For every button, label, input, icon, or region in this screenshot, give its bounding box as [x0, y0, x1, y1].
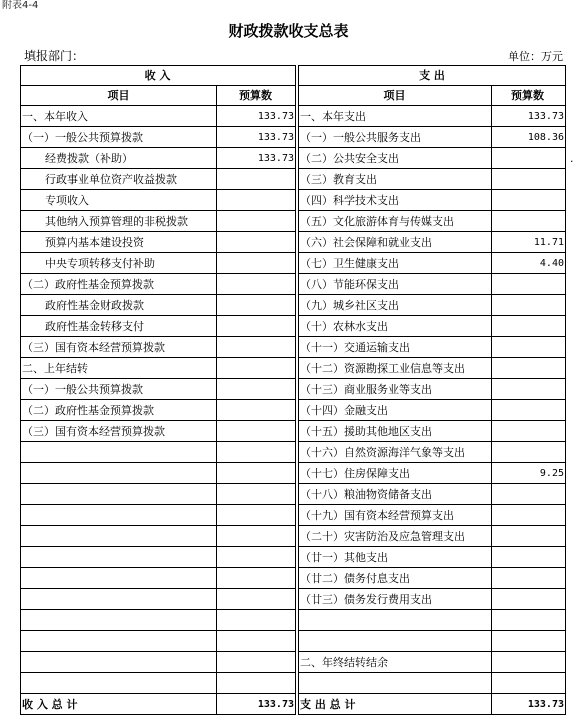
grid-line	[295, 65, 296, 715]
grid-line	[298, 231, 566, 232]
income-budget-value	[217, 589, 295, 610]
grid-line	[20, 693, 296, 694]
income-budget-value	[217, 442, 295, 463]
income-item: （三）国有资本经营预算拨款	[22, 425, 165, 438]
grid-line	[298, 65, 299, 715]
expense-item: （十八）粮油物资储备支出	[300, 488, 432, 501]
table-row	[20, 442, 566, 463]
column-header-row	[20, 85, 566, 106]
grid-line	[20, 126, 296, 127]
income-item: 其他纳入预算管理的非税拨款	[45, 215, 188, 228]
expense-item: （十二）资源勘探工业信息等支出	[300, 362, 465, 375]
income-budget-value	[217, 316, 295, 337]
unit-label: 单位：万元	[508, 50, 563, 63]
expense-budget-value	[491, 316, 566, 337]
grid-line	[216, 85, 217, 715]
income-budget-value	[217, 358, 295, 379]
income-budget-value	[217, 673, 295, 694]
expense-item: （十三）商业服务业等支出	[300, 383, 432, 396]
income-budget-value	[217, 547, 295, 568]
grid-line	[298, 315, 566, 316]
grid-line	[298, 189, 566, 190]
table-row	[20, 148, 566, 169]
expense-item: 一、本年支出	[300, 110, 366, 123]
table-row	[20, 169, 566, 190]
grid-line	[298, 399, 566, 400]
grid-line	[20, 65, 21, 715]
table-row	[20, 673, 566, 694]
grid-line	[20, 294, 296, 295]
expense-budget-value	[491, 421, 566, 442]
expense-budget-value	[491, 631, 566, 652]
income-budget-value	[217, 463, 295, 484]
grid-line	[20, 105, 296, 106]
grid-line	[565, 65, 566, 715]
expense-item	[298, 631, 491, 652]
expense-budget-value	[491, 337, 566, 358]
grid-line	[20, 651, 296, 652]
expense-item: （十一）交通运输支出	[300, 341, 410, 354]
expense-budget-value	[491, 148, 566, 169]
income-budget-value	[217, 652, 295, 673]
income-item: 政府性基金财政拨款	[45, 299, 144, 312]
grid-line	[298, 336, 566, 337]
expense-item	[298, 673, 491, 694]
grid-line	[298, 252, 566, 253]
grid-line	[298, 85, 566, 86]
expense-item: 二、年终结转结余	[300, 656, 388, 669]
income-budget-value	[217, 211, 295, 232]
grid-line	[298, 441, 566, 442]
grid-line	[20, 630, 296, 631]
grid-line	[298, 357, 566, 358]
expense-item: （十四）金融支出	[300, 404, 388, 417]
table-row	[20, 316, 566, 337]
grid-line	[20, 420, 296, 421]
grid-line	[298, 525, 566, 526]
income-item: （一）一般公共预算拨款	[22, 131, 143, 144]
grid-line	[20, 378, 296, 379]
grid-line	[20, 273, 296, 274]
income-item	[20, 505, 217, 526]
grid-line	[298, 378, 566, 379]
income-budget-value	[217, 274, 295, 295]
expense-budget-value	[491, 673, 566, 694]
expense-budget-value	[491, 400, 566, 421]
grid-line	[298, 714, 566, 715]
expense-budget-value	[491, 190, 566, 211]
expense-item: （八）节能环保支出	[300, 278, 399, 291]
expense-budget-value	[491, 652, 566, 673]
grid-line	[298, 273, 566, 274]
income-item: 经费拨款（补助）	[45, 152, 133, 165]
expense-item: （七）卫生健康支出	[300, 257, 399, 270]
income-budget-value: 133.73	[257, 132, 294, 143]
income-item	[20, 463, 217, 484]
table-row	[20, 253, 566, 274]
income-budget-value	[217, 505, 295, 526]
income-item: 专项收入	[45, 194, 89, 207]
expense-budget-value	[491, 505, 566, 526]
income-item: （三）国有资本经营预算拨款	[22, 341, 165, 354]
table-row	[20, 526, 566, 547]
grid-line	[20, 210, 296, 211]
expense-budget-header: 预算数	[511, 89, 544, 102]
expense-budget-value: 9.25	[539, 468, 564, 479]
expense-item: （二十）灾害防治及应急管理支出	[300, 530, 465, 543]
table-row	[20, 589, 566, 610]
grid-line	[20, 252, 296, 253]
table-row	[20, 652, 566, 673]
expense-budget-value	[491, 379, 566, 400]
income-budget-value	[217, 169, 295, 190]
table-row	[20, 400, 566, 421]
grid-line	[298, 65, 566, 66]
income-budget-value	[217, 232, 295, 253]
income-item	[20, 610, 217, 631]
income-budget-value	[217, 295, 295, 316]
expense-budget-value	[491, 295, 566, 316]
income-budget-value	[217, 337, 295, 358]
grid-line	[491, 85, 492, 715]
expense-total-value: 133.73	[527, 699, 564, 710]
grid-line	[20, 504, 296, 505]
table-row	[20, 190, 566, 211]
grid-line	[298, 483, 566, 484]
income-budget-value	[217, 253, 295, 274]
income-budget-value	[217, 568, 295, 589]
table-row	[20, 568, 566, 589]
grid-line	[20, 336, 296, 337]
income-item: （二）政府性基金预算拨款	[22, 278, 154, 291]
grid-line	[20, 483, 296, 484]
income-item	[20, 652, 217, 673]
expense-item: （十六）自然资源海洋气象等支出	[300, 446, 465, 459]
income-item-header: 项目	[107, 89, 130, 102]
income-item: （一）一般公共预算拨款	[22, 383, 143, 396]
expense-budget-value	[491, 274, 566, 295]
income-item: 预算内基本建设投资	[45, 236, 144, 249]
grid-line	[20, 168, 296, 169]
expense-budget-value	[491, 169, 566, 190]
table-row	[20, 127, 566, 148]
expense-item-header: 项目	[383, 89, 406, 102]
expense-item: （六）社会保障和就业支出	[300, 236, 432, 249]
income-item: 二、上年结转	[22, 362, 88, 375]
grid-line	[20, 441, 296, 442]
expense-budget-value	[491, 610, 566, 631]
expense-item: （九）城乡社区支出	[300, 299, 399, 312]
income-budget-value	[217, 526, 295, 547]
income-item	[20, 526, 217, 547]
grid-line	[298, 546, 566, 547]
income-item	[20, 547, 217, 568]
grid-line	[20, 189, 296, 190]
attachment-label: 附表4-4	[2, 0, 39, 11]
grid-line	[20, 65, 296, 66]
expense-budget-value	[491, 211, 566, 232]
table-row	[20, 547, 566, 568]
grid-line	[298, 630, 566, 631]
expense-item: （三）教育支出	[300, 173, 377, 186]
grid-line	[298, 168, 566, 169]
grid-line	[20, 357, 296, 358]
grid-line	[298, 609, 566, 610]
income-header: 收 入	[144, 69, 171, 82]
table-row	[20, 295, 566, 316]
expense-item: （一）一般公共服务支出	[300, 131, 421, 144]
grid-line	[298, 672, 566, 673]
grid-line	[298, 147, 566, 148]
expense-total-label: 支 出 总 计	[300, 698, 356, 711]
grid-line	[20, 231, 296, 232]
expense-budget-value	[491, 526, 566, 547]
expense-budget-value: 11.71	[533, 237, 564, 248]
expense-budget-value	[491, 442, 566, 463]
grid-line	[298, 126, 566, 127]
grid-line	[20, 147, 296, 148]
income-item: 行政事业单位资产收益拨款	[45, 173, 177, 186]
grid-line	[298, 210, 566, 211]
grid-line	[298, 462, 566, 463]
grid-line	[298, 105, 566, 106]
grid-line	[20, 672, 296, 673]
table-row	[20, 211, 566, 232]
grid-line	[298, 693, 566, 694]
expense-item	[298, 610, 491, 631]
income-item: （二）政府性基金预算拨款	[22, 404, 154, 417]
grid-line	[20, 399, 296, 400]
grid-line	[20, 546, 296, 547]
income-budget-value	[217, 400, 295, 421]
income-item: 中央专项转移支付补助	[45, 257, 155, 270]
dept-label: 填报部门：	[24, 49, 85, 63]
grid-line	[20, 567, 296, 568]
table-row	[20, 505, 566, 526]
grid-line	[20, 462, 296, 463]
expense-item: （廿二）债务付息支出	[300, 572, 410, 585]
expense-budget-value	[491, 589, 566, 610]
grid-line	[20, 714, 296, 715]
grid-line	[298, 651, 566, 652]
expense-budget-value	[491, 547, 566, 568]
expense-item: （四）科学技术支出	[300, 194, 399, 207]
income-item	[20, 631, 217, 652]
grid-line	[298, 567, 566, 568]
expense-item: （二）公共安全支出	[300, 152, 399, 165]
income-item	[20, 442, 217, 463]
grid-line	[298, 294, 566, 295]
grid-line	[20, 525, 296, 526]
income-budget-value	[217, 610, 295, 631]
income-item	[20, 568, 217, 589]
grid-line	[20, 609, 296, 610]
income-budget-value	[217, 631, 295, 652]
table-row	[20, 631, 566, 652]
expense-item: （廿一）其他支出	[300, 551, 388, 564]
income-budget-value	[217, 421, 295, 442]
income-budget-value	[217, 190, 295, 211]
table-row	[20, 232, 566, 253]
income-item: 一、本年收入	[22, 110, 88, 123]
grid-line	[298, 588, 566, 589]
table-row	[20, 337, 566, 358]
expense-item: （十七）住房保障支出	[300, 467, 410, 480]
expense-budget-value	[491, 358, 566, 379]
table-row	[20, 106, 566, 127]
grid-line	[298, 420, 566, 421]
grid-line	[20, 85, 296, 86]
table-row	[20, 358, 566, 379]
income-total-label: 收 入 总 计	[22, 698, 78, 711]
income-budget-value	[217, 379, 295, 400]
page-title: 财政拨款收支总表	[228, 22, 349, 40]
income-budget-value: 133.73	[257, 111, 294, 122]
section-header-row	[20, 65, 566, 86]
expense-budget-value	[491, 484, 566, 505]
income-budget-value	[217, 484, 295, 505]
income-item	[20, 589, 217, 610]
expense-item: （五）文化旅游体育与传媒支出	[300, 215, 454, 228]
expense-budget-value: 133.73	[527, 111, 564, 122]
expense-item: （十五）援助其他地区支出	[300, 425, 432, 438]
expense-item: （廿三）债务发行费用支出	[300, 593, 432, 606]
total-row	[20, 694, 566, 715]
table-row	[20, 379, 566, 400]
expense-budget-value: 4.40	[539, 258, 564, 269]
expense-item: （十）农林水支出	[300, 320, 388, 333]
income-item	[20, 484, 217, 505]
table-row	[20, 421, 566, 442]
table-row	[20, 463, 566, 484]
income-budget-header: 预算数	[239, 89, 272, 102]
grid-line	[20, 315, 296, 316]
expense-budget-value: 108.36	[527, 132, 564, 143]
table-row	[20, 274, 566, 295]
table-row	[20, 484, 566, 505]
expense-header: 支 出	[419, 69, 445, 82]
income-item: 政府性基金转移支付	[45, 320, 144, 333]
stray-mark: .	[570, 152, 574, 165]
expense-budget-value	[491, 568, 566, 589]
grid-line	[298, 504, 566, 505]
table-row	[20, 610, 566, 631]
income-budget-value: 133.73	[257, 153, 294, 164]
income-item	[20, 673, 217, 694]
income-total-value: 133.73	[257, 699, 294, 710]
expense-item: （十九）国有资本经营预算支出	[300, 509, 454, 522]
grid-line	[20, 588, 296, 589]
